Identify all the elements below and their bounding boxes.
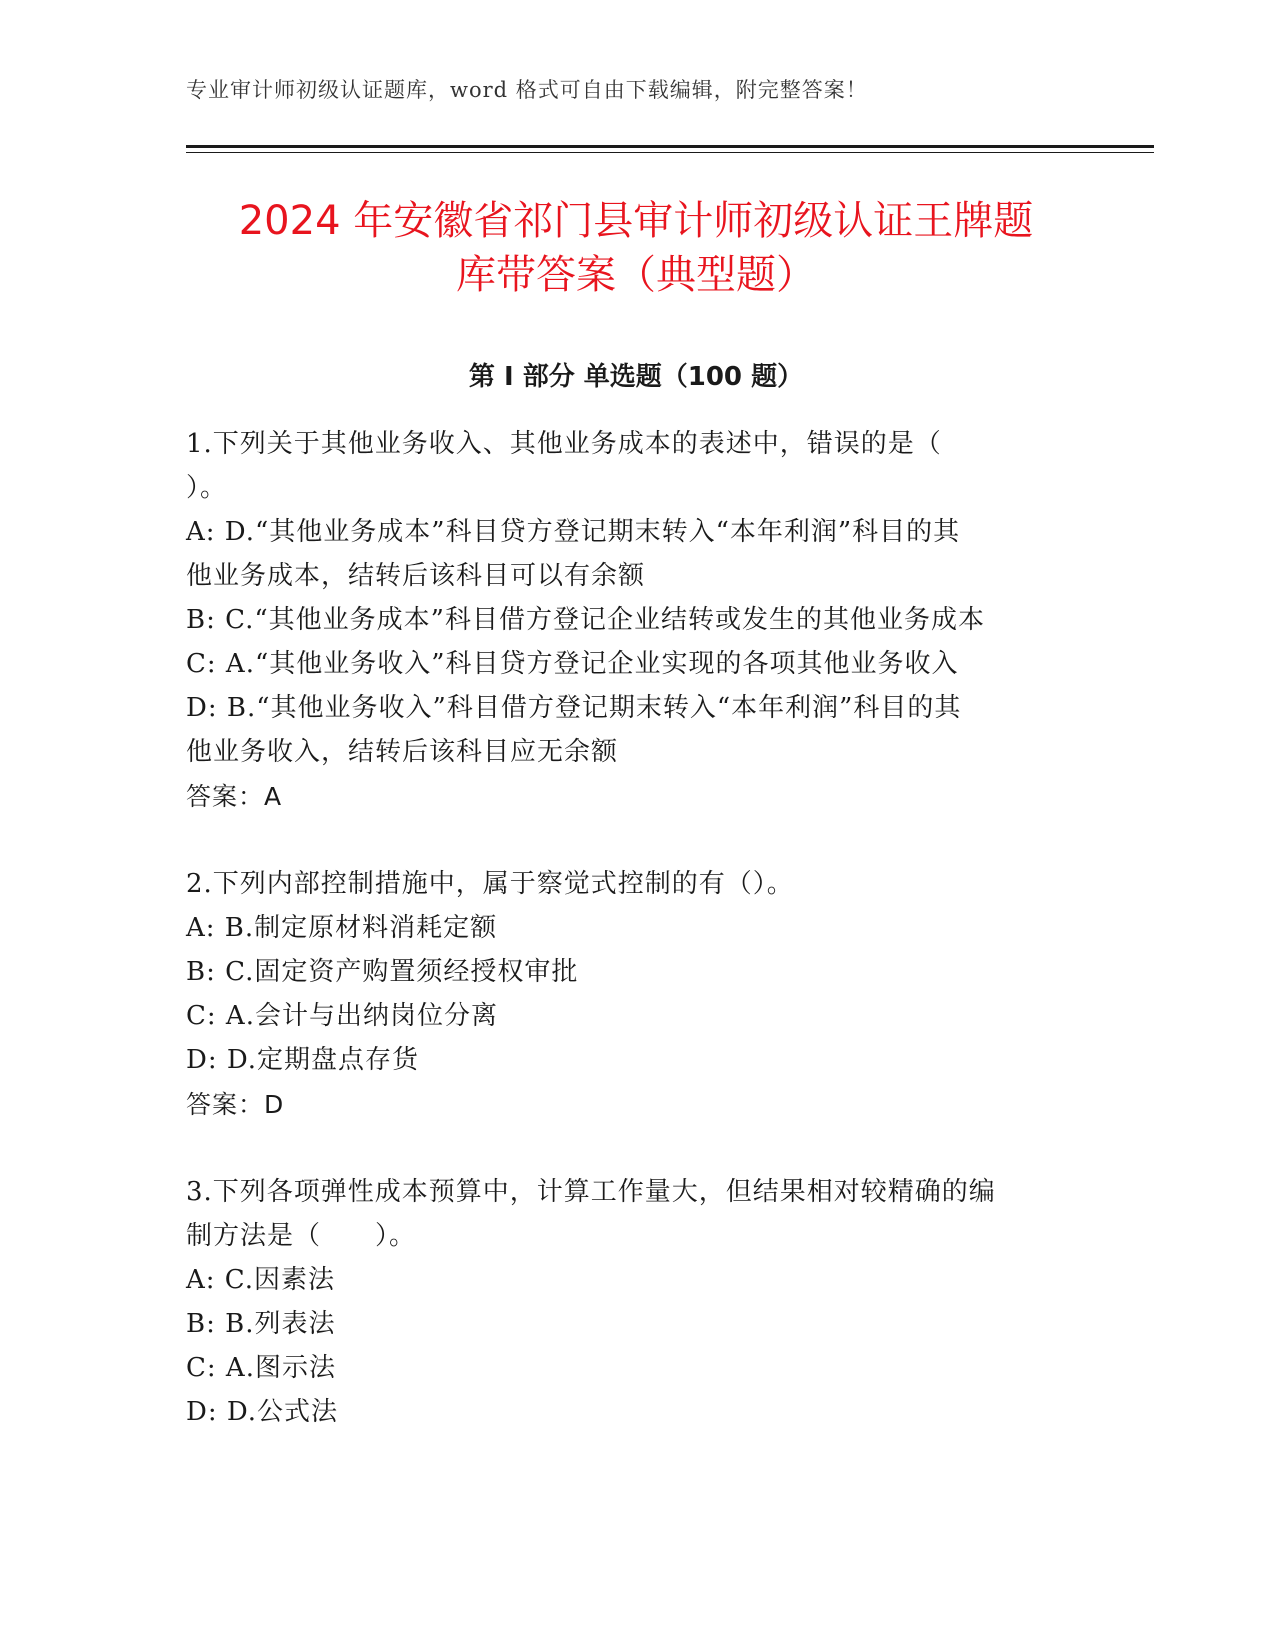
question-2-option-d: D: D.定期盘点存货 [186, 1045, 420, 1075]
question-1-option-c: C: A.“其他业务收入”科目贷方登记企业实现的各项其他业务收入 [186, 649, 959, 679]
question-3-option-c: C: A.图示法 [186, 1353, 336, 1383]
header-divider-thick [186, 145, 1154, 148]
question-1-option-d-line1: D: B.“其他业务收入”科目借方登记期末转入“本年利润”科目的其 [186, 693, 962, 723]
question-1-option-a-line2: 他业务成本，结转后该科目可以有余额 [186, 561, 646, 591]
question-1-option-a-line1: A: D.“其他业务成本”科目贷方登记期末转入“本年利润”科目的其 [186, 517, 961, 547]
question-3-stem-line2: 制方法是（ ）。 [186, 1221, 417, 1251]
question-2-option-c: C: A.会计与出纳岗位分离 [186, 1001, 498, 1031]
header-note: 专业审计师初级认证题库，word 格式可自由下载编辑，附完整答案！ [186, 78, 868, 102]
question-1-stem-line2: ）。 [186, 473, 228, 503]
question-2-answer: 答案：D [186, 1090, 285, 1119]
question-3-option-b: B: B.列表法 [186, 1309, 336, 1339]
header-divider-thin [186, 152, 1154, 153]
document-title-line2: 库带答案（典型题） [456, 252, 816, 298]
question-1-option-b: B: C.“其他业务成本”科目借方登记企业结转或发生的其他业务成本 [186, 605, 985, 635]
question-1-stem-line1: 1.下列关于其他业务收入、其他业务成本的表述中，错误的是（ [186, 429, 942, 459]
question-2-option-a: A: B.制定原材料消耗定额 [186, 913, 498, 943]
question-3-stem-line1: 3.下列各项弹性成本预算中，计算工作量大，但结果相对较精确的编 [186, 1177, 996, 1207]
document-title-line1: 2024 年安徽省祁门县审计师初级认证王牌题 [238, 198, 1034, 244]
question-1-option-d-line2: 他业务收入，结转后该科目应无余额 [186, 737, 619, 767]
section-title: 第 I 部分 单选题（100 题） [468, 362, 804, 392]
question-2-stem: 2.下列内部控制措施中，属于察觉式控制的有（）。 [186, 869, 794, 899]
document-title [186, 194, 1086, 302]
question-2-option-b: B: C.固定资产购置须经授权审批 [186, 957, 579, 987]
question-3-option-d: D: D.公式法 [186, 1397, 339, 1427]
question-1-answer: 答案：A [186, 782, 283, 811]
question-3-option-a: A: C.因素法 [186, 1265, 336, 1295]
